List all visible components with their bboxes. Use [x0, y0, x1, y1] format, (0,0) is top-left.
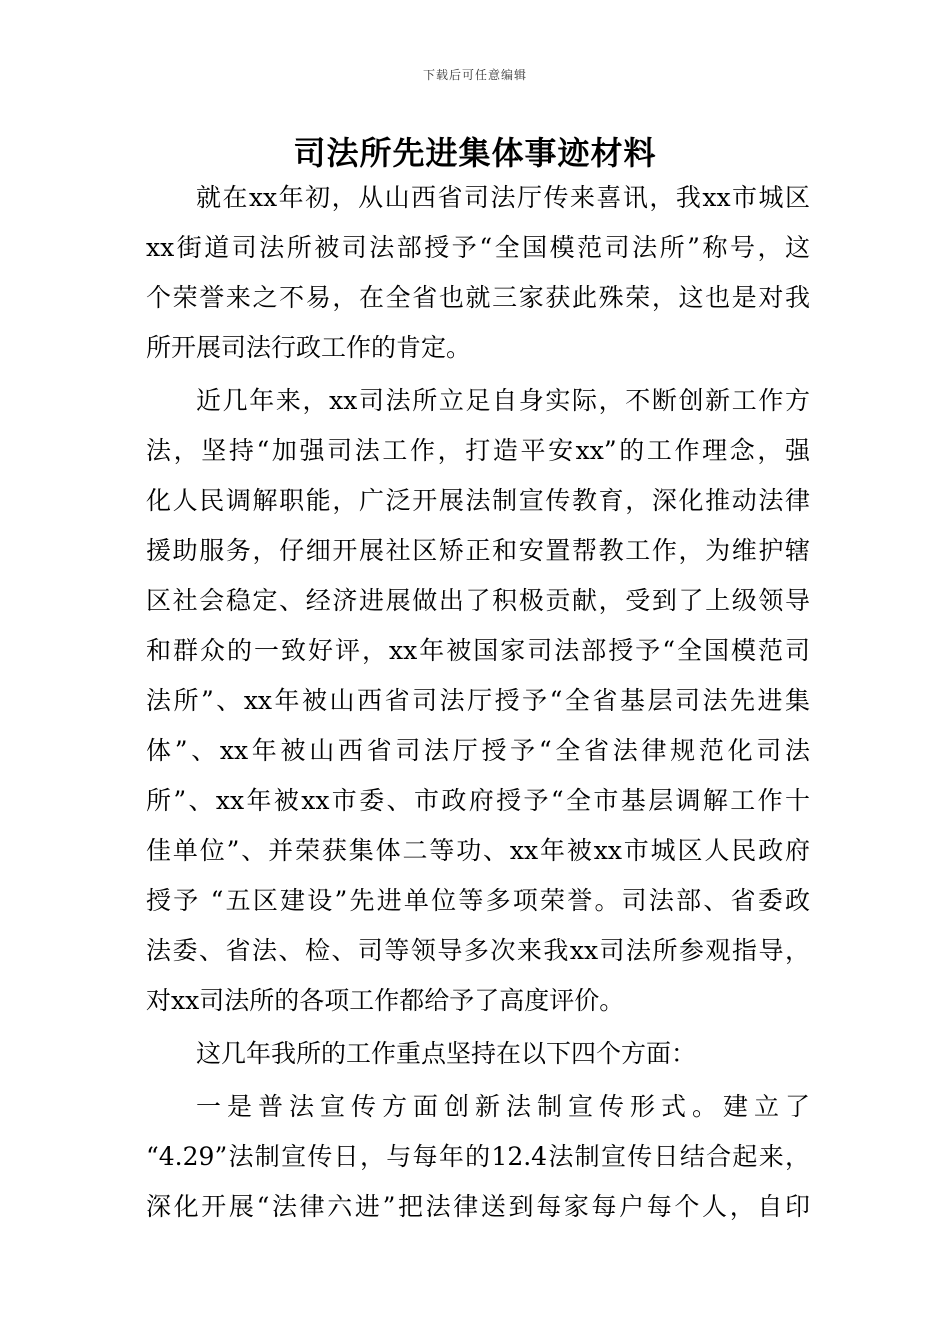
- text-line: 法委、省法、检、司等领导多次来我xx司法所参观指导，: [146, 936, 810, 965]
- text-line: 对xx司法所的各项工作都给予了高度评价。: [146, 986, 625, 1015]
- document-title: 司法所先进集体事迹材料: [293, 134, 657, 172]
- text-line: 近几年来，xx司法所立足自身实际，不断创新工作方: [196, 386, 810, 415]
- header-note: 下载后可任意编辑: [422, 68, 527, 82]
- text-line: 这几年我所的工作重点坚持在以下四个方面：: [196, 1039, 697, 1068]
- text-line: 法，坚持“加强司法工作，打造平安xx”的工作理念，强: [146, 436, 810, 465]
- text-line: 一是普法宣传方面创新法制宣传形式。建立了: [196, 1092, 810, 1121]
- text-line: 个荣誉来之不易，在全省也就三家获此殊荣，这也是对我: [146, 283, 810, 312]
- document-body: [146, 173, 810, 1232]
- text-line: 深化开展“法律六进”把法律送到每家每户每个人，自印: [146, 1192, 810, 1221]
- text-line: 佳单位”、并荣获集体二等功、xx年被xx市城区人民政府: [146, 836, 810, 865]
- text-line: “4.29”法制宣传日，与每年的12.4法制宣传日结合起来，: [146, 1142, 810, 1171]
- text-line: 体”、xx年被山西省司法厅授予“全省法律规范化司法: [146, 736, 810, 765]
- text-line: 法所”、xx年被山西省司法厅授予“全省基层司法先进集: [146, 686, 810, 715]
- paragraph-3: [146, 1029, 810, 1079]
- text-line: 就在xx年初，从山西省司法厅传来喜讯，我xx市城区: [196, 183, 810, 212]
- paragraph-2: [146, 376, 810, 1026]
- text-line: 所开展司法行政工作的肯定。: [146, 333, 472, 362]
- text-line: 区社会稳定、经济进展做出了积极贡献，受到了上级领导: [146, 586, 810, 615]
- paragraph-4: [146, 1082, 810, 1232]
- text-line: 化人民调解职能，广泛开展法制宣传教育，深化推动法律: [146, 486, 810, 515]
- paragraph-1: [146, 173, 810, 373]
- text-line: 援助服务，仔细开展社区矫正和安置帮教工作，为维护辖: [146, 536, 810, 565]
- text-line: 和群众的一致好评，xx年被国家司法部授予“全国模范司: [146, 636, 810, 665]
- text-line: 所”、xx年被xx市委、市政府授予“全市基层调解工作十: [146, 786, 810, 815]
- text-line: 授予 “五区建设”先进单位等多项荣誉。司法部、省委政: [146, 886, 810, 915]
- text-line: xx街道司法所被司法部授予“全国模范司法所”称号，这: [146, 233, 810, 262]
